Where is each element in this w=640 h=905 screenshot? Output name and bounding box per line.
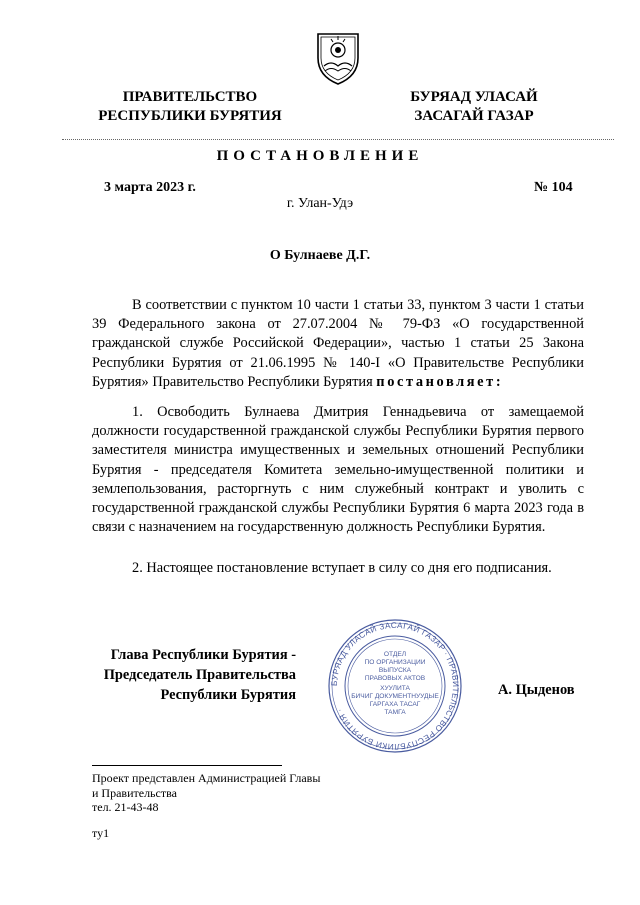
document-type: ПОСТАНОВЛЕНИЕ xyxy=(216,148,424,164)
government-name-buryat xyxy=(378,88,570,126)
document-title: О Булнаеве Д.Г. xyxy=(269,248,371,263)
stamp-center-line: ТАМГА xyxy=(384,709,406,716)
header-divider xyxy=(62,139,614,140)
footnote-line: и Правительства xyxy=(92,785,177,800)
clause-2-paragraph: 2. Настоящее постановление вступает в силу со дня его подписания. xyxy=(132,560,552,576)
footnote-divider xyxy=(92,765,282,766)
stamp-ring-text: БУРЯАД УЛАСАЙ ЗАСАГАЙ ГАЗАР · ПРАВИТЕЛЬСТВО РЕСПУБЛИКИ БУРЯТИЯ · xyxy=(329,620,461,752)
stamp-center-line: ОТДЕЛ xyxy=(383,651,407,658)
stamp-center-line: ХУУЛИТА xyxy=(380,685,410,692)
header-right-line: БУРЯАД УЛАСАЙ xyxy=(410,89,538,105)
signatory-name: А. Цыденов xyxy=(498,682,575,698)
preamble-text: В соответствии с пунктом 10 части 1 статьи 33, пунктом 3 части 1 статьи 39 Федерального закона от 27.07.2004 № 79-ФЗ «О государственной гражданской службе Российской Федерации», частью 1 статьи 25 Закона Республики Бурятия от 21.06.1995 № 140-I «О Правительстве Республики Бурятия» Правительство Республики Бурятия xyxy=(92,297,584,390)
signatory-title-line: Глава Республики Бурятия - xyxy=(110,647,296,663)
header-right-line: ЗАСАГАЙ ГАЗАР xyxy=(414,108,534,124)
preamble-paragraph xyxy=(92,296,584,392)
signatory-title xyxy=(92,645,296,705)
document-date: 3 марта 2023 г. xyxy=(104,180,196,195)
header-left-line: ПРАВИТЕЛЬСТВО xyxy=(122,89,258,105)
stamp-center-line: БИЧИГ ДОКУМЕНТНУУДЫЕ xyxy=(351,693,439,700)
official-stamp xyxy=(326,618,464,754)
footnote-line: Проект представлен Администрацией Главы xyxy=(92,771,321,785)
stamp-center-line: ГАРГАХА ТАСАГ xyxy=(369,701,421,708)
footnote xyxy=(92,771,320,815)
footnote-code: ту1 xyxy=(92,826,110,840)
document-number: № 104 xyxy=(534,180,573,195)
resolves-emphasis: постановляет: xyxy=(376,373,504,390)
footnote-line: тел. 21-43-48 xyxy=(92,800,159,814)
signatory-title-line: Председатель Правительства xyxy=(103,667,296,683)
clause-1-paragraph: 1. Освободить Булнаева Дмитрия Геннадьевича от замещаемой должности государственной гражданской службы Республики Бурятия первого заместителя министра имущественных и земельных отношений Республики Бурятия - председателя Комитета земельно-имущественной политики и землепользования, расторгнуть с ним служебный контракт и уволить с государственной гражданской службы Республики Бурятия 6 марта 2023 года в связи с назначением на государственную должность Республики Бурятия. xyxy=(92,404,584,536)
signatory-title-line: Республики Бурятия xyxy=(160,687,296,703)
coat-of-arms-icon xyxy=(314,28,362,86)
header-left-line: РЕСПУБЛИКИ БУРЯТИЯ xyxy=(98,108,282,124)
stamp-center-line: ПРАВОВЫХ АКТОВ xyxy=(364,675,426,682)
stamp-center-line: ВЫПУСКА xyxy=(378,667,412,674)
document-city: г. Улан-Удэ xyxy=(286,196,354,211)
government-name-russian xyxy=(90,88,290,126)
stamp-center-line: ПО ОРГАНИЗАЦИИ xyxy=(364,659,426,666)
